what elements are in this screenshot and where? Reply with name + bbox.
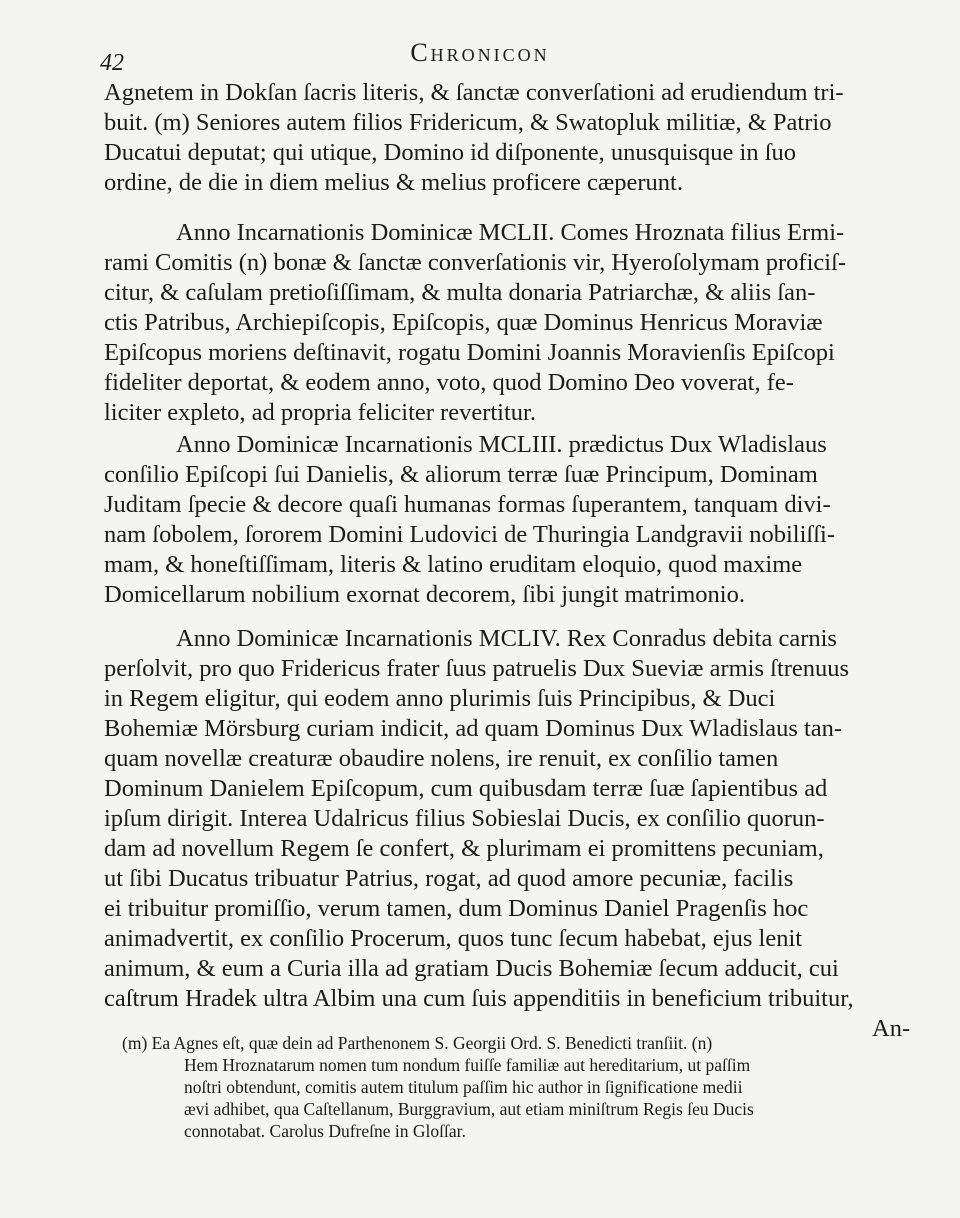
body-line: ordine, de die in diem melius & melius proficere cæperunt. [104,169,683,196]
body-line: Epiſcopus moriens deſtinavit, rogatu Domini Joannis Moravienſis Epiſcopi [104,339,835,366]
body-line: in Regem eligitur, qui eodem anno plurimis ſuis Principibus, & Duci [104,685,776,712]
body-line: ei tribuitur promiſſio, verum tamen, dum Dominus Daniel Pragenſis hoc [104,895,809,922]
body-line: Ducatui deputat; qui utique, Domino id diſponente, unusquisque in ſuo [104,139,797,166]
body-line: Bohemiæ Mörsburg curiam indicit, ad quam Dominus Dux Wladislaus tan- [104,715,843,742]
footnote-line: Hem Hroznatarum nomen tum nondum fuiſſe familiæ aut hereditarium, ut paſſim [184,1055,751,1075]
body-line: mam, & honeſtiſſimam, literis & latino eruditam eloquio, quod maxime [104,551,803,578]
body-line: rami Comitis (n) bonæ & ſanctæ converſationis vir, Hyeroſolymam proficiſ- [104,249,847,276]
body-line: Anno Dominicæ Incarnationis MCLIII. prædictus Dux Wladislaus [176,431,827,458]
body-line: ut ſibi Ducatus tribuatur Patrius, rogat, ad quod amore pecuniæ, facilis [104,865,794,892]
body-line: Agnetem in Dokſan ſacris literis, & ſanctæ converſationi ad erudiendum tri- [104,79,844,106]
footnote-line: connotabat. Carolus Dufreſne in Gloſſar. [184,1121,466,1141]
body-line: ipſum dirigit. Interea Udalricus filius Sobieslai Ducis, ex conſilio quorun- [104,805,825,832]
body-line: conſilio Epiſcopi ſui Danielis, & aliorum terræ ſuæ Principum, Dominam [104,461,818,488]
footnote-line: (m) Ea Agnes eſt, quæ dein ad Parthenonem S. Georgii Ord. S. Benedicti tranſiit. (n) [122,1033,713,1053]
body-line: Dominum Danielem Epiſcopum, cum quibusdam terræ ſuæ ſapientibus ad [104,775,828,802]
body-line: perſolvit, pro quo Fridericus frater ſuus patruelis Dux Sueviæ armis ſtrenuus [104,655,850,682]
page-number: 42 [100,50,124,76]
body-line: Anno Dominicæ Incarnationis MCLIV. Rex Conradus debita carnis [176,625,837,652]
footnote-line: noſtri obtendunt, comitis autem titulum paſſim hic author in ſignificatione medii [184,1077,743,1097]
body-line: animadvertit, ex conſilio Procerum, quos tunc ſecum habebat, ejus lenit [104,925,803,952]
body-line: dam ad novellum Regem ſe confert, & plurimam ei promittens pecuniam, [104,835,824,862]
body-line: animum, & eum a Curia illa ad gratiam Ducis Bohemiæ ſecum adducit, cui [104,955,839,982]
body-line: Anno Incarnationis Dominicæ MCLII. Comes Hroznata filius Ermi- [176,219,845,246]
running-head: Chronicon [410,38,550,67]
body-line: Juditam ſpecie & decore quaſi humanas formas ſuperantem, tanquam divi- [104,491,831,518]
body-line: citur, & caſulam pretioſiſſimam, & multa donaria Patriarchæ, & aliis ſan- [104,279,816,306]
body-line: quam novellæ creaturæ obaudire nolens, ire renuit, ex conſilio tamen [104,745,779,772]
body-line: ctis Patribus, Archiepiſcopis, Epiſcopis, quæ Dominus Henricus Moraviæ [104,309,823,336]
body-line: nam ſobolem, ſororem Domini Ludovici de Thuringia Landgravii nobiliſſi- [104,521,836,548]
body-line: fideliter deportat, & eodem anno, voto, quod Domino Deo voverat, fe- [104,369,794,396]
body-line: Domicellarum nobilium exornat decorem, ſibi jungit matrimonio. [104,581,745,608]
body-line: caſtrum Hradek ultra Albim una cum ſuis appenditiis in beneficium tribuitur, [104,985,854,1012]
footnote-line: ævi adhibet, qua Caſtellanum, Burggravium, aut etiam miniſtrum Regis ſeu Ducis [184,1099,754,1119]
body-line: liciter expleto, ad propria feliciter revertitur. [104,399,536,426]
catchword: An- [872,1015,911,1042]
body-line: buit. (m) Seniores autem filios Fridericum, & Swatopluk militiæ, & Patrio [104,109,832,136]
